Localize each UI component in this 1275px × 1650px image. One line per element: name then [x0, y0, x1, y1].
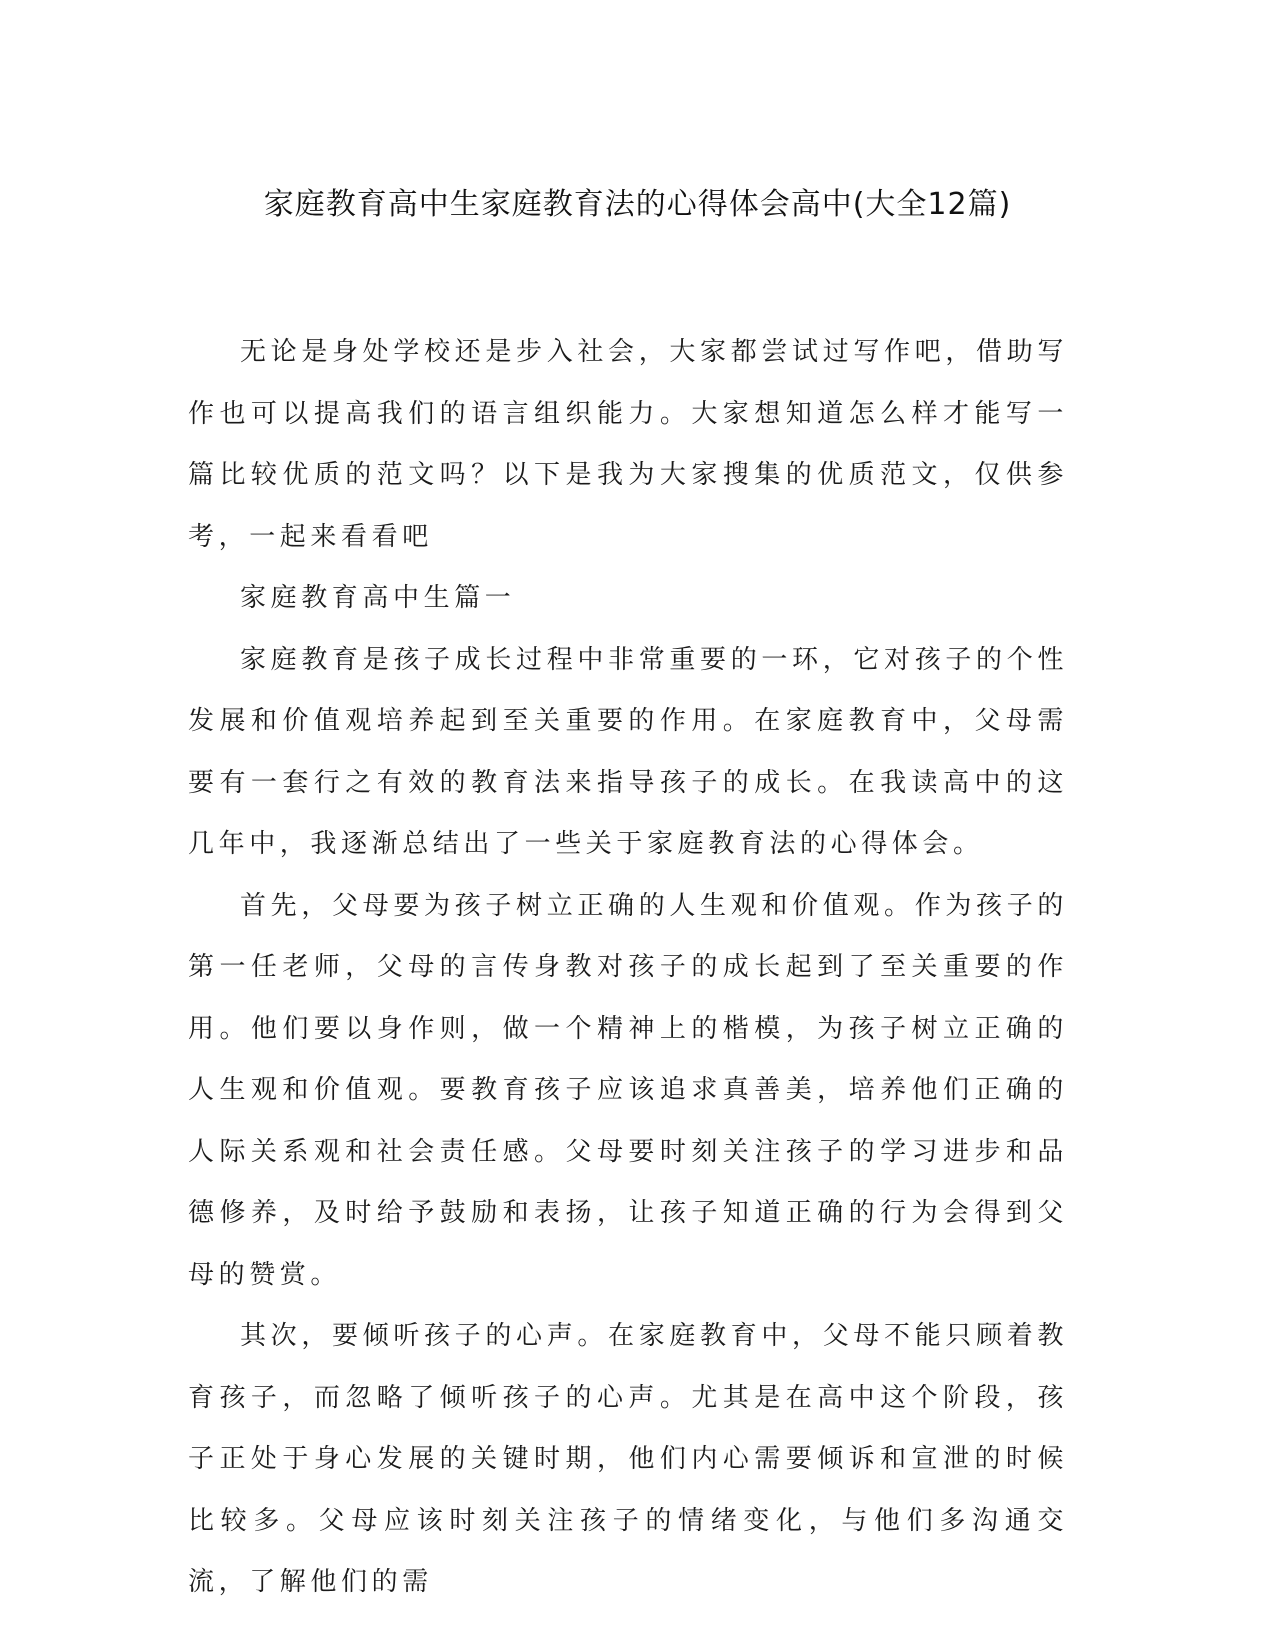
section-heading: 家庭教育高中生篇一: [240, 583, 516, 613]
document-body: [188, 322, 1068, 1614]
document-title: 家庭教育高中生家庭教育法的心得体会高中(大全12篇): [263, 187, 1012, 222]
intro-paragraph: 无论是身处学校还是步入社会，大家都尝试过写作吧，借助写作也可以提高我们的语言组织能力。大家想知道怎么样才能写一篇比较优质的范文吗？以下是我为大家搜集的优质范文，仅供参考，一起来看看吧: [188, 337, 1068, 552]
body-paragraph: 家庭教育是孩子成长过程中非常重要的一环，它对孩子的个性发展和价值观培养起到至关重要的作用。在家庭教育中，父母需要有一套行之有效的教育法来指导孩子的成长。在我读高中的这几年中，我逐渐总结出了一些关于家庭教育法的心得体会。: [188, 644, 1068, 859]
body-paragraph: 其次，要倾听孩子的心声。在家庭教育中，父母不能只顾着教育孩子，而忽略了倾听孩子的心声。尤其是在高中这个阶段，孩子正处于身心发展的关键时期，他们内心需要倾诉和宣泄的时候比较多。父母应该时刻关注孩子的情绪变化，与他们多沟通交流，了解他们的需: [188, 1321, 1068, 1597]
body-paragraph: 首先，父母要为孩子树立正确的人生观和价值观。作为孩子的第一任老师，父母的言传身教对孩子的成长起到了至关重要的作用。他们要以身作则，做一个精神上的楷模，为孩子树立正确的人生观和价值观。要教育孩子应该追求真善美，培养他们正确的人际关系观和社会责任感。父母要时刻关注孩子的学习进步和品德修养，及时给予鼓励和表扬，让孩子知道正确的行为会得到父母的赞赏。: [188, 890, 1068, 1290]
